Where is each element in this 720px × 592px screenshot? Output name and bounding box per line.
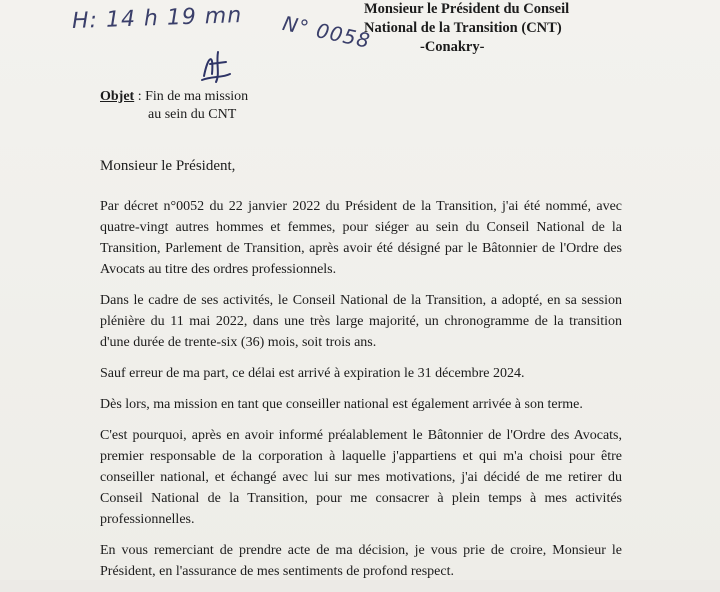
salutation: Monsieur le Président, [100,158,236,174]
body-paragraph: En vous remerciant de prendre acte de ma décision, je vous prie de croire, Monsieur le Président, en l'assurance de mes sentiments de profond respect. [100,543,622,579]
subject-line: : Fin de ma mission [137,89,249,104]
subject-line: au sein du CNT [148,107,237,122]
body-paragraph: Dès lors, ma mission en tant que conseiller national est également arrivée à son terme. [100,397,583,412]
addressee-line: Monsieur le Président du Conseil [364,1,570,17]
body-paragraph: Par décret n°0052 du 22 janvier 2022 du Président de la Transition, j'ai été nommé, avec quatre-vingt autres hommes et femmes, pour siéger au sein du Conseil National de la Transition, Parlement de Transition, après avoir été désigné par le Bâtonnier de l'Ordre des Avocats au titre des ordres professionnels. [100,199,622,277]
subject-label: Objet [100,89,135,104]
handwritten-initials [196,46,236,86]
handwritten-time-note: H: 14 h 19 mn [71,3,243,34]
addressee-line: National de la Transition (CNT) [364,20,562,36]
addressee-block [364,0,684,57]
subject-block [100,88,248,124]
body-paragraph: Dans le cadre de ses activités, le Conseil National de la Transition, a adopté, en sa session plénière du 11 mai 2022, dans une très large majorité, un chronogramme de la transition d'une durée de trente-six (36) mois, soit trois ans. [100,293,622,350]
addressee-city: -Conakry- [420,39,485,55]
handwritten-registration-number: N° 0058 [280,10,373,54]
body-paragraph: Sauf erreur de ma part, ce délai est arrivé à expiration le 31 décembre 2024. [100,366,525,381]
letter-body [100,196,622,592]
body-paragraph: C'est pourquoi, après en avoir informé préalablement le Bâtonnier de l'Ordre des Avocats, premier responsable de la corporation à laquelle j'appartiens et qui m'a choisi pour être conseiller national, et échangé avec lui sur mes motivations, j'ai décidé de me retirer du Conseil National de la Transition, pour me consacrer à plein temps à mes activités professionnelles. [100,428,622,527]
